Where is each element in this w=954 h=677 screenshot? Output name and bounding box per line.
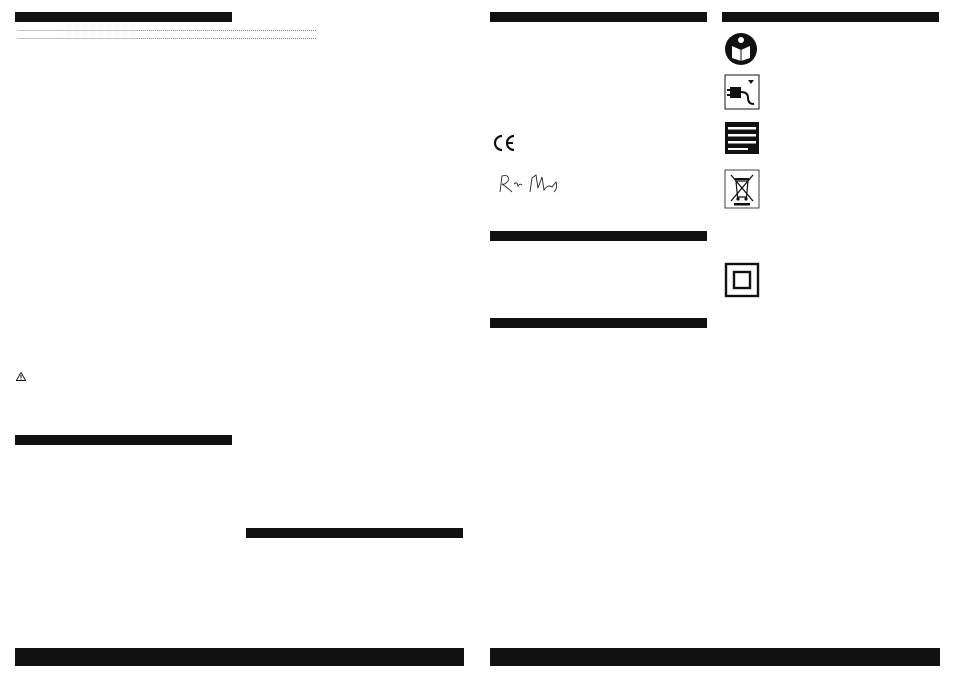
safety-header — [15, 435, 232, 445]
symbols-header — [722, 12, 939, 22]
right-footer-bar — [490, 648, 940, 666]
noise-section — [16, 108, 326, 111]
specs-table — [16, 25, 318, 41]
maintenance-header — [490, 318, 707, 328]
safety-section — [16, 450, 230, 454]
warning-block — [16, 372, 230, 387]
warning-triangle-icon — [16, 372, 26, 383]
declaration-header — [490, 12, 707, 22]
left-footer-bar — [15, 648, 464, 666]
unplug-icon — [724, 74, 760, 110]
ce-mark-icon — [491, 133, 517, 153]
spec-row-leader — [17, 33, 317, 41]
spec-row — [16, 25, 318, 33]
weee-bin-icon — [724, 169, 760, 209]
signature-image — [496, 172, 566, 196]
class-ii-icon — [724, 262, 760, 298]
use-header — [246, 528, 463, 538]
branch-header — [490, 231, 707, 241]
accessories-icon — [724, 121, 760, 155]
signer-block — [492, 196, 706, 201]
spec-row — [16, 33, 318, 41]
read-manual-icon — [724, 32, 760, 66]
tech-specs-header — [15, 12, 232, 22]
spec-row-leader — [17, 25, 317, 33]
